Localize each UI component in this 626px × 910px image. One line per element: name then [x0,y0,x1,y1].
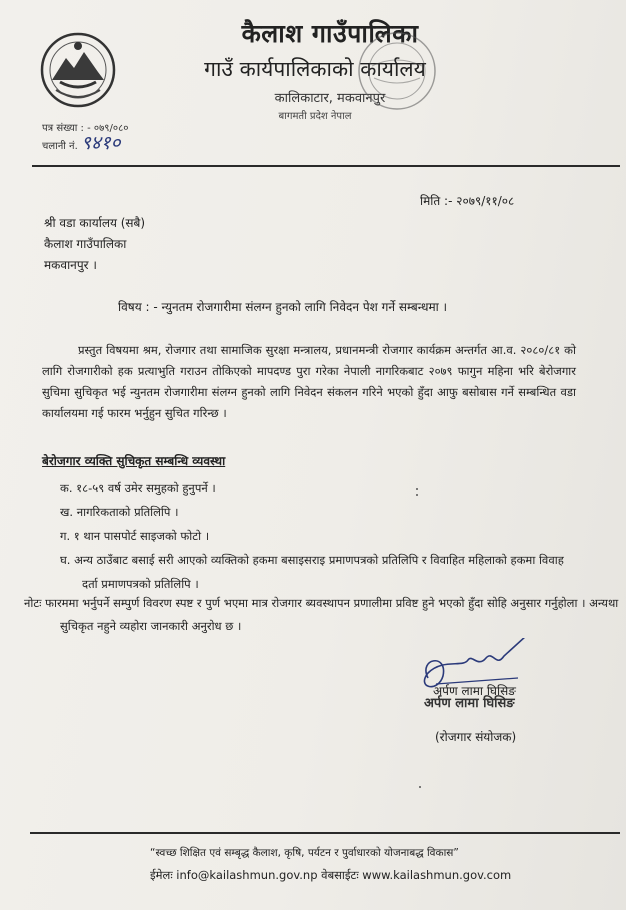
recipient-block [44,213,145,276]
letter-subject: विषय : - न्युनतम रोजगारीमा संलग्न हुनको लागि निवेदन पेश गर्ने सम्बन्धमा । [118,300,448,314]
signatory-name: अर्पण लामा घिसिङ [433,684,516,698]
dispatch-no: ९४१० [80,132,121,154]
list-item: घ. अन्य ठाउँबाट बसाई सरी आएको व्यक्तिको हकमा बसाइसराइ प्रमाणपत्रको प्रतिलिपि र विवाहित महिलाको हकमा विवाह दर्ता प्रमाणपत्रको प्रतिलिपि । [60,553,564,591]
list-item: ख. नागरिकताको प्रतिलिपि । [60,505,179,519]
footer-divider [30,832,620,834]
office-address: कालिकाटार, मकवानपुर [274,91,386,106]
letter-no: - ०७९/०८० [87,123,129,134]
signatory-stamp: अर्पण लामा घिसिङ [424,696,515,711]
signatory-title: (रोजगार संयोजक) [435,730,517,744]
recipient-line: कैलाश गाउँपालिका [44,237,127,251]
letter-body: प्रस्तुत विषयमा श्रम, रोजगार तथा सामाजिक सुरक्षा मन्त्रालय, प्रधानमन्त्री रोजगार कार्यक्रम अन्तर्गत आ.व. २०८०/८१ को लागि रोजगारीको हक प्रत्याभुति गराउन तोकिएको मापदण्ड पुरा गरेका नेपाली नागरिकबाट २०७९ फागुन महिना भरि बेरोजगार सुचिमा सुचिकृत भई न्युनतम रोजगारीमा संलग्न हुनको लागि निवेदन संकलन गरिने भएको हुँदा आफु बसोबास गर्ने सम्बन्धित वडा कार्यालयमा गई फारम भर्नुहुन सुचित गरिन्छ । [42,343,576,420]
requirements-list [60,476,580,596]
reference-block [42,122,128,154]
office-title: कैलाश गाउँपालिका [241,19,419,48]
office-seal-stamp [352,26,442,116]
speck [416,488,418,490]
letter-no-label: पत्र संख्या : [42,123,84,134]
recipient-line: मकवानपुर । [44,258,97,272]
office-province: बागमती प्रदेश नेपाल [278,111,352,122]
footer-slogan: “स्वच्छ शिक्षित एवं सम्बृद्ध कैलाश, कृषि, पर्यटन र पुर्वाधारको योजनाबद्ध विकास” [150,847,459,859]
office-subtitle: गाउँ कार्यपालिकाको कार्यालय [204,57,426,81]
speck [416,494,418,496]
header-divider [32,165,620,167]
note-paragraph: नोटः फारममा भर्नुपर्ने सम्पुर्ण विवरण स्पष्ट र पुर्ण भएमा मात्र रोजगार ब्यवस्थापन प्रणालीमा प्रविष्ट हुने भएको हुँदा सोहि अनुसार गर्नुहोला । अन्यथा सुचिकृत नहुने व्यहोरा जानकारी अनुरोध छ । [24,596,619,633]
list-item: क. १८-५९ वर्ष उमेर समुहको हुनुपर्ने । [60,481,216,495]
recipient-line: श्री वडा कार्यालय (सबै) [44,216,146,230]
speck [419,786,421,788]
section-heading: बेरोजगार व्यक्ति सुचिकृत सम्बन्धि व्यवस्था [42,454,226,468]
list-item: ग. १ थान पासपोर्ट साइजको फोटो । [60,529,210,543]
footer-contact: ईमेलः info@kailashmun.gov.np वेबसाईटः www.kailashmun.gov.com [150,868,512,882]
dispatch-no-label: चलानी नं. [42,141,78,152]
letter-date: मिति :- २०७९/११/०८ [420,194,515,208]
government-emblem-icon [38,30,118,110]
